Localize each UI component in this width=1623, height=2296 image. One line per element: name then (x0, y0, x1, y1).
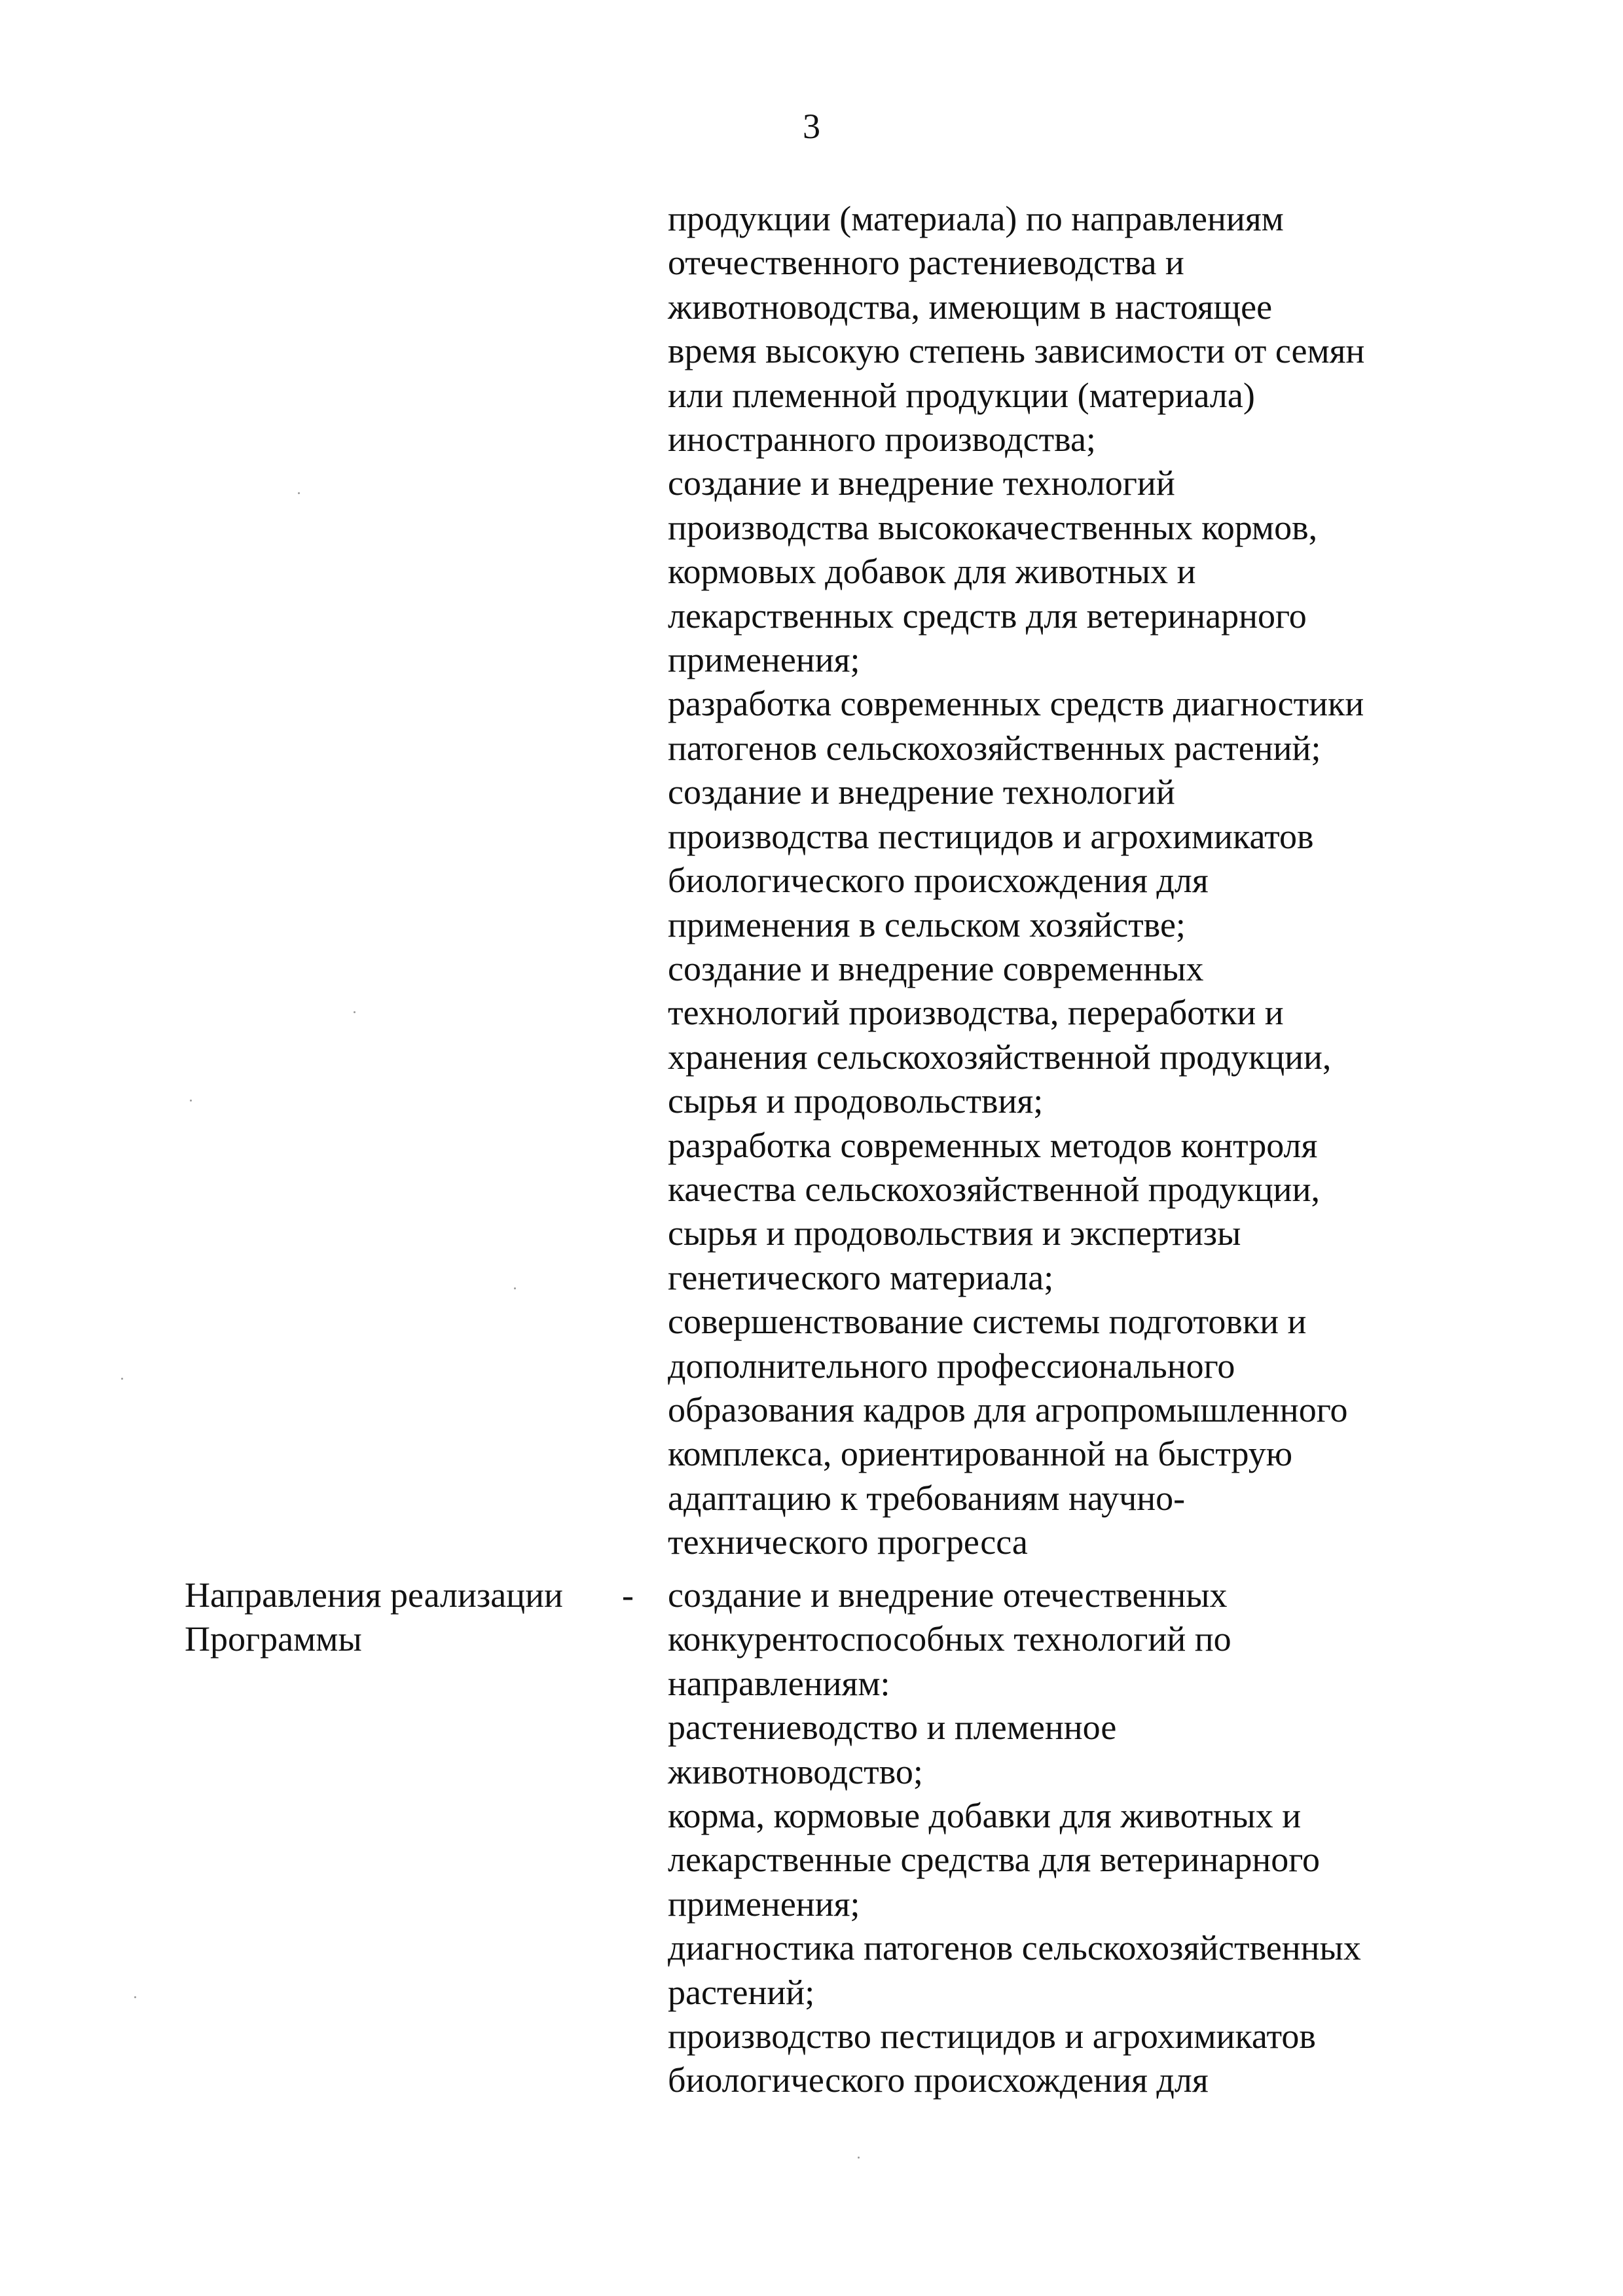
text-line: кормовых добавок для животных и (668, 552, 1196, 592)
text-line: корма, кормовые добавки для животных и (668, 1796, 1302, 1836)
text-line: генетического материала; (668, 1257, 1054, 1297)
text-line: применения; (668, 1884, 860, 1924)
text-line: создание и внедрение технологий (668, 463, 1175, 503)
text-line: растений; (668, 1972, 815, 2012)
text-line: иностранного производства; (668, 420, 1096, 459)
text-line: отечественного растениеводства и (668, 243, 1184, 283)
section-label-line: Направления реализации (185, 1575, 563, 1615)
text-line: диагностика патогенов сельскохозяйственных (668, 1928, 1361, 1968)
text-line: или племенной продукции (материала) (668, 375, 1255, 415)
text-line: патогенов сельскохозяйственных растений; (668, 728, 1321, 768)
label-separator: - (622, 1575, 634, 1615)
text-line: адаптацию к требованиям научно- (668, 1478, 1186, 1518)
text-line: качества сельскохозяйственной продукции, (668, 1169, 1320, 1209)
text-line: создание и внедрение отечественных (668, 1575, 1228, 1615)
section-label (185, 1573, 563, 1662)
text-line: биологического происхождения для (668, 861, 1209, 901)
text-line: технологий производства, переработки и (668, 993, 1284, 1033)
text-line: производства высококачественных кормов, (668, 507, 1318, 547)
text-line: время высокую степень зависимости от семян (668, 331, 1365, 371)
scan-speck (190, 1100, 192, 1102)
text-line: хранения сельскохозяйственной продукции, (668, 1037, 1332, 1077)
text-line: применения; (668, 640, 860, 680)
text-line: производство пестицидов и агрохимикатов (668, 2017, 1316, 2056)
text-line: производства пестицидов и агрохимикатов (668, 816, 1314, 856)
scan-speck (134, 1996, 136, 1998)
scan-speck (121, 1378, 123, 1380)
scan-speck (858, 2157, 860, 2159)
text-line: разработка современных средств диагностики (668, 684, 1364, 724)
text-line: дополнительного профессионального (668, 1346, 1235, 1386)
text-line: лекарственные средства для ветеринарного (668, 1840, 1321, 1880)
text-line: создание и внедрение современных (668, 948, 1204, 988)
page-number: 3 (803, 107, 820, 146)
section-label-line: Программы (185, 1619, 362, 1659)
text-line: лекарственных средств для ветеринарного (668, 596, 1307, 636)
text-line: создание и внедрение технологий (668, 772, 1175, 812)
scan-speck (514, 1287, 516, 1289)
goals-continuation-text (668, 197, 1486, 1565)
scan-speck (298, 492, 300, 494)
text-line: сырья и продовольствия и экспертизы (668, 1213, 1241, 1253)
text-line: применения в сельском хозяйстве; (668, 905, 1186, 944)
text-line: комплекса, ориентированной на быструю (668, 1434, 1293, 1474)
text-line: растениеводство и племенное (668, 1708, 1117, 1748)
text-line: биологического происхождения для (668, 2060, 1209, 2100)
text-line: животноводства, имеющим в настоящее (668, 287, 1273, 327)
text-line: разработка современных методов контроля (668, 1125, 1318, 1165)
text-line: продукции (материала) по направлениям (668, 199, 1284, 238)
scan-speck (354, 1011, 356, 1013)
text-line: технического прогресса (668, 1522, 1028, 1562)
text-line: совершенствование системы подготовки и (668, 1302, 1307, 1342)
text-line: животноводство; (668, 1751, 923, 1791)
text-line: конкурентоспособных технологий по (668, 1619, 1231, 1659)
implementation-directions-text (668, 1573, 1486, 2103)
text-line: образования кадров для агропромышленного (668, 1390, 1348, 1429)
text-line: сырья и продовольствия; (668, 1081, 1044, 1121)
text-line: направлениям: (668, 1663, 890, 1703)
